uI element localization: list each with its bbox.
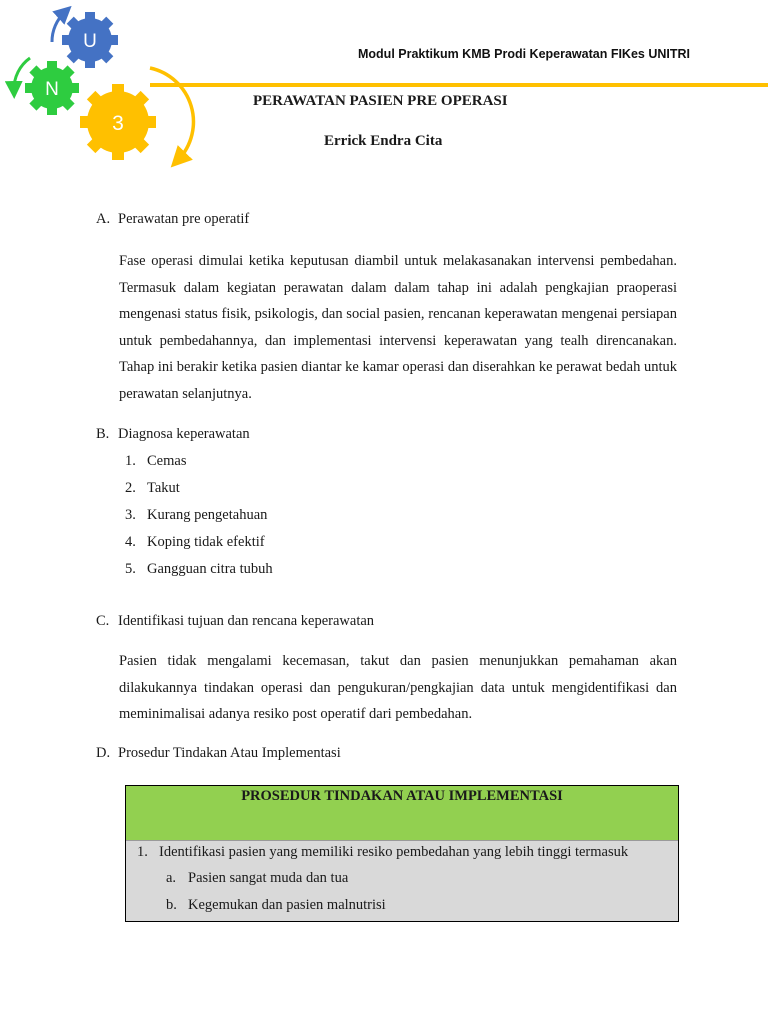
yellow-arrow (150, 68, 193, 160)
table-row: b. Kegemukan dan pasien malnutrisi (166, 897, 386, 913)
section-c-title: Identifikasi tujuan dan rencana keperawatan (118, 613, 375, 629)
unitri-logo (0, 0, 200, 175)
table-row: a. Pasien sangat muda dan tua (166, 870, 349, 886)
section-d-title: Prosedur Tindakan Atau Implementasi (118, 745, 341, 761)
table-row: 1. Identifikasi pasien yang memiliki resiko pembedahan yang lebih tinggi termasuk (137, 844, 629, 860)
table-header-label: PROSEDUR TINDAKAN ATAU IMPLEMENTASI (241, 788, 563, 804)
section-c-heading (96, 613, 374, 630)
section-d-heading (96, 745, 341, 762)
logo-letter-u: U (83, 31, 97, 52)
section-a-title: Perawatan pre operatif (118, 211, 250, 227)
diagnosis-list (125, 448, 273, 583)
list-item: 2. Takut (125, 480, 180, 496)
section-b-title: Diagnosa keperawatan (118, 426, 250, 442)
document-author: Errick Endra Cita (324, 133, 443, 149)
section-c-letter: C. (96, 613, 110, 629)
table-header (126, 786, 678, 841)
section-b-letter: B. (96, 426, 110, 442)
section-d-letter: D. (96, 745, 111, 761)
list-item: 5. Gangguan citra tubuh (125, 561, 273, 577)
section-c-paragraph: Pasien tidak mengalami kecemasan, takut dan pasien menunjukkan pemahaman akan dilakukannya tindakan operasi dan pengukuran/pengkajian data untuk mengidentifikasi dan meminimalisai adanya resiko post operatif dari pembedahan. (119, 653, 677, 723)
module-header: Modul Praktikum KMB Prodi Keperawatan FIKes UNITRI (358, 47, 690, 61)
procedure-table (125, 785, 679, 922)
table-body (126, 841, 678, 921)
section-a-letter: A. (96, 211, 111, 227)
list-item: 1. Cemas (125, 453, 187, 469)
logo-letter-3: 3 (112, 112, 124, 135)
section-a-heading (96, 211, 249, 228)
section-b-heading (96, 426, 250, 443)
list-item: 3. Kurang pengetahuan (125, 507, 268, 523)
logo-letter-n: N (45, 79, 59, 100)
section-a-paragraph: Fase operasi dimulai ketika keputusan diambil untuk melakasanakan intervensi pembedahan. Termasuk dalam kegiatan perawatan dalam dalam tahap ini adalah pengkajian praoperasi mengenasi status fisik, psikologis, dan social pasien, rencanan keperawatan mengenai persiapan untuk pembedahannya, dan implementasi intervensi keperawatan yang tealh direncanakan. Tahap ini berakir ketika pasien diantar ke kamar operasi dan diserahkan ke perawat bedah untuk perawatan selanjutnya. (119, 253, 677, 402)
header-rule (150, 83, 768, 87)
document-title: PERAWATAN PASIEN PRE OPERASI (253, 93, 508, 109)
list-item: 4. Koping tidak efektif (125, 534, 265, 550)
